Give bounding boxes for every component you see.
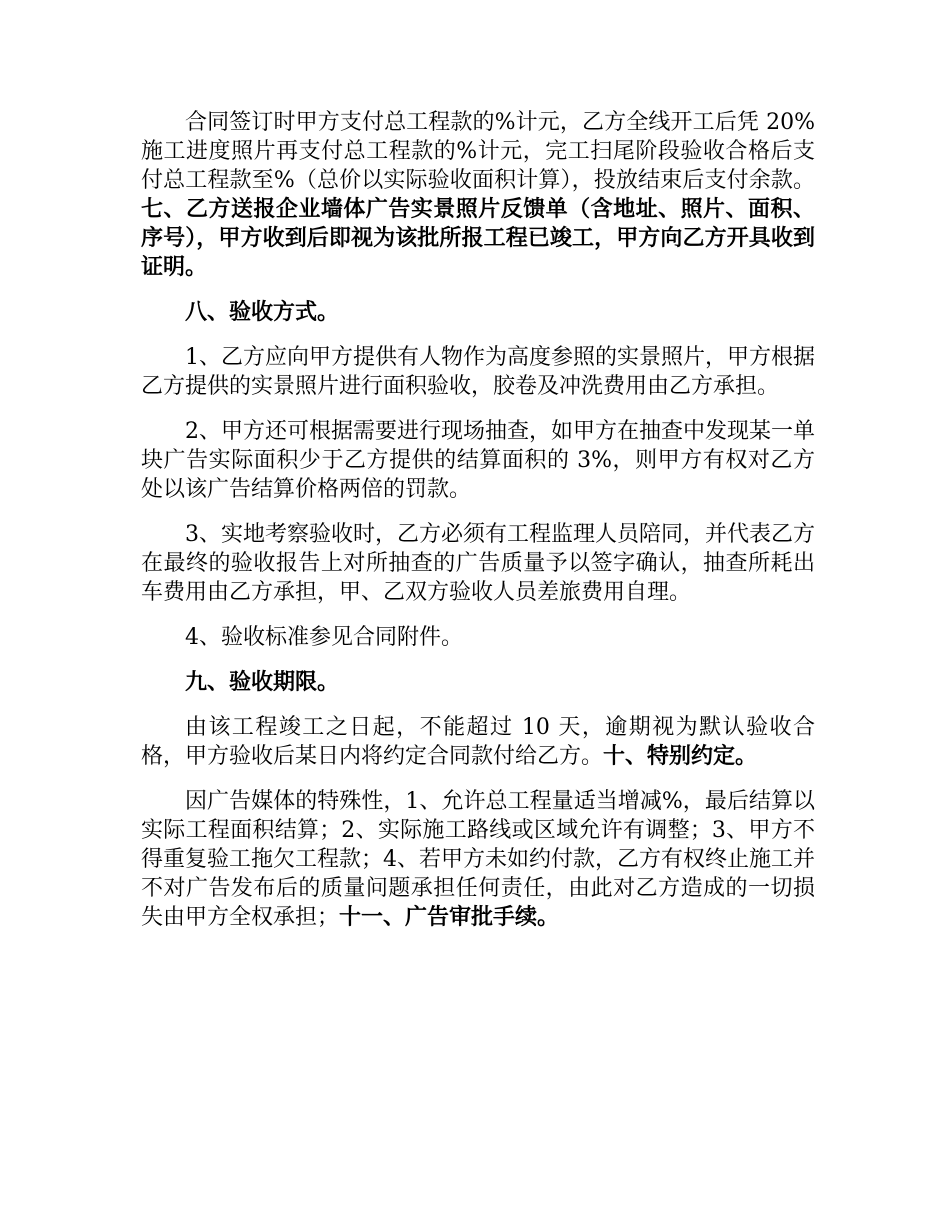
paragraph-payment-terms <box>141 108 815 282</box>
section-11-heading: 十一、广告审批手续。 <box>339 904 560 930</box>
paragraph-acceptance-1: 1、乙方应向甲方提供有人物作为高度参照的实景照片，甲方根据乙方提供的实景照片进行面积验收，胶卷及冲洗费用由乙方承担。 <box>141 345 815 399</box>
paragraph-acceptance-3: 3、实地考察验收时，乙方必须有工程监理人员陪同，并代表乙方在最终的验收报告上对所抽查的广告质量予以签字确认，抽查所耗出车费用由乙方承担，甲、乙双方验收人员差旅费用自理。 <box>141 522 815 605</box>
special-terms-text: 因广告媒体的特殊性，1、允许总工程量适当增减%，最后结算以实际工程面积结算；2、实际施工路线或区域允许有调整；3、甲方不得重复验工拖欠工程款；4、若甲方未如约付款，乙方有权终止施工并不对广告发布后的质量问题承担任何责任，由此对乙方造成的一切损失由甲方全权承担； <box>141 789 815 930</box>
section-7-clause: 七、乙方送报企业墙体广告实景照片反馈单（含地址、照片、面积、序号），甲方收到后即视为该批所报工程已竣工，甲方向乙方开具收到证明。 <box>141 196 815 280</box>
document-page <box>141 108 815 948</box>
paragraph-acceptance-2: 2、甲方还可根据需要进行现场抽查，如甲方在抽查中发现某一单块广告实际面积少于乙方提供的结算面积的 3%，则甲方有权对乙方处以该广告结算价格两倍的罚款。 <box>141 419 815 502</box>
section-8-heading: 八、验收方式。 <box>185 299 340 325</box>
paragraph-acceptance-period <box>141 713 815 771</box>
acceptance-period-text: 由该工程竣工之日起，不能超过 10 天，逾期视为默认验收合格，甲方验收后某日内将约定合同款付给乙方。 <box>141 715 815 769</box>
paragraph-special-terms <box>141 787 815 932</box>
paragraph-acceptance-4: 4、验收标准参见合同附件。 <box>185 625 463 650</box>
section-9-heading: 九、验收期限。 <box>185 669 340 695</box>
payment-terms-text: 合同签订时甲方支付总工程款的%计元，乙方全线开工后凭 20%施工进度照片再支付总工程款的%计元，完工扫尾阶段验收合格后支付总工程款至%（总价以实际验收面积计算），投放结束后支付余款。 <box>141 110 815 193</box>
section-10-heading: 十、特别约定。 <box>603 743 758 769</box>
